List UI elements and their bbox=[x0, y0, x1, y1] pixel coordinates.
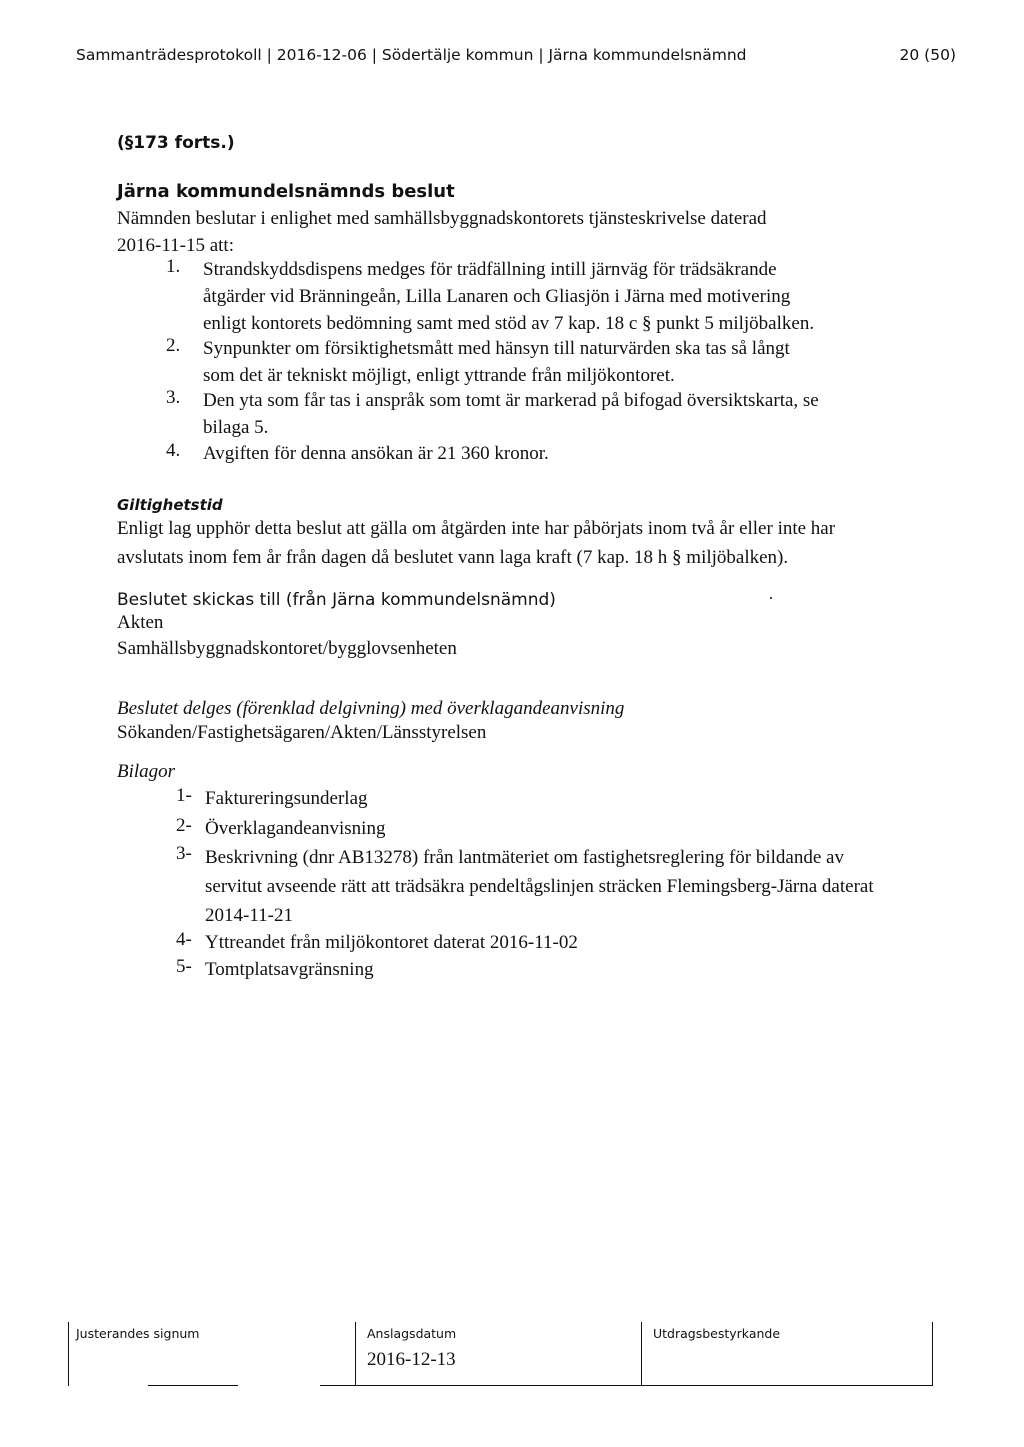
list-item bbox=[203, 440, 549, 467]
posting-date-label: Anslagsdatum bbox=[367, 1326, 457, 1341]
attachment-number: 1- bbox=[176, 785, 192, 806]
signature-box-left-edge bbox=[68, 1322, 69, 1386]
signature-line bbox=[148, 1385, 238, 1386]
validity-line: avslutats inom fem år från dagen då beslutet vann laga kraft (7 kap. 18 h § miljöbalken). bbox=[117, 547, 789, 568]
decision-intro bbox=[117, 205, 767, 259]
attachment-number: 5- bbox=[176, 956, 192, 977]
list-item bbox=[205, 956, 374, 983]
recipient: Akten bbox=[117, 612, 164, 633]
attachment-number: 2- bbox=[176, 815, 192, 836]
attachment-line: Faktureringsunderlag bbox=[205, 788, 368, 809]
attachments-heading: Bilagor bbox=[117, 761, 176, 782]
item-number: 1. bbox=[166, 256, 181, 277]
item-number: 4. bbox=[166, 440, 181, 461]
item-line: Avgiften för denna ansökan är 21 360 kronor. bbox=[203, 443, 549, 464]
list-item bbox=[205, 785, 368, 812]
intro-line: 2016-11-15 att: bbox=[117, 235, 234, 256]
item-number: 2. bbox=[166, 335, 181, 356]
attachment-number: 3- bbox=[176, 843, 192, 864]
list-item bbox=[205, 929, 578, 956]
item-line: bilaga 5. bbox=[203, 417, 269, 438]
section-continued: (§173 forts.) bbox=[117, 133, 235, 153]
validity-text bbox=[117, 514, 835, 572]
list-item bbox=[203, 335, 790, 389]
attachment-line: 2014-11-21 bbox=[205, 905, 293, 926]
validity-heading: Giltighetstid bbox=[117, 496, 223, 514]
sent-to-heading: Beslutet skickas till (från Järna kommundelsnämnd) bbox=[117, 590, 556, 610]
list-item bbox=[205, 815, 385, 842]
posting-box-left-edge bbox=[355, 1322, 356, 1386]
item-line: Strandskyddsdispens medges för trädfällning intill järnväg för trädsäkrande bbox=[203, 259, 777, 280]
certification-label: Utdragsbestyrkande bbox=[653, 1326, 781, 1341]
page-number: 20 (50) bbox=[899, 46, 956, 64]
protocol-title: Sammanträdesprotokoll | 2016-12-06 | Södertälje kommun | Järna kommundelsnämnd bbox=[76, 46, 747, 64]
attachment-line: servitut avseende rätt att trädsäkra pendeltågslinjen sträcken Flemingsberg-Järna daterat bbox=[205, 876, 874, 897]
attachment-line: Yttreandet från miljökontoret daterat 2016-11-02 bbox=[205, 932, 578, 953]
item-line: som det är tekniskt möjligt, enligt yttrande från miljökontoret. bbox=[203, 365, 675, 386]
attachment-line: Beskrivning (dnr AB13278) från lantmäteriet om fastighetsreglering för bildande av bbox=[205, 847, 844, 868]
attachment-line: Tomtplatsavgränsning bbox=[205, 959, 374, 980]
validity-line: Enligt lag upphör detta beslut att gälla om åtgärden inte har påbörjats inom två år eller inte har bbox=[117, 518, 836, 539]
signature-label: Justerandes signum bbox=[76, 1326, 200, 1341]
list-item bbox=[203, 256, 814, 337]
page-header bbox=[76, 46, 956, 68]
item-line: Den yta som får tas i anspråk som tomt är markerad på bifogad översiktskarta, se bbox=[203, 390, 819, 411]
attachment-number: 4- bbox=[176, 929, 192, 950]
intro-line: Nämnden beslutar i enlighet med samhällsbyggnadskontorets tjänsteskrivelse daterad bbox=[117, 208, 767, 229]
posting-date: 2016-12-13 bbox=[367, 1349, 456, 1370]
shared-recipients: Sökanden/Fastighetsägaren/Akten/Länsstyrelsen bbox=[117, 722, 487, 743]
certification-box-right-edge bbox=[932, 1322, 933, 1386]
scan-speck bbox=[770, 597, 772, 599]
shared-heading: Beslutet delges (förenklad delgivning) med överklagandeanvisning bbox=[117, 698, 625, 719]
item-line: åtgärder vid Bränningeån, Lilla Lanaren och Gliasjön i Järna med motivering bbox=[203, 286, 791, 307]
item-line: enligt kontorets bedömning samt med stöd av 7 kap. 18 c § punkt 5 miljöbalken. bbox=[203, 313, 815, 334]
item-number: 3. bbox=[166, 387, 181, 408]
list-item bbox=[205, 843, 874, 930]
recipient: Samhällsbyggnadskontoret/bygglovsenheten bbox=[117, 638, 457, 659]
certification-box-left-edge bbox=[641, 1322, 642, 1386]
signature-line bbox=[320, 1385, 932, 1386]
attachment-line: Överklagandeanvisning bbox=[205, 818, 386, 839]
decision-heading: Järna kommundelsnämnds beslut bbox=[117, 181, 455, 202]
item-line: Synpunkter om försiktighetsmått med hänsyn till naturvärden ska tas så långt bbox=[203, 338, 790, 359]
list-item bbox=[203, 387, 819, 441]
